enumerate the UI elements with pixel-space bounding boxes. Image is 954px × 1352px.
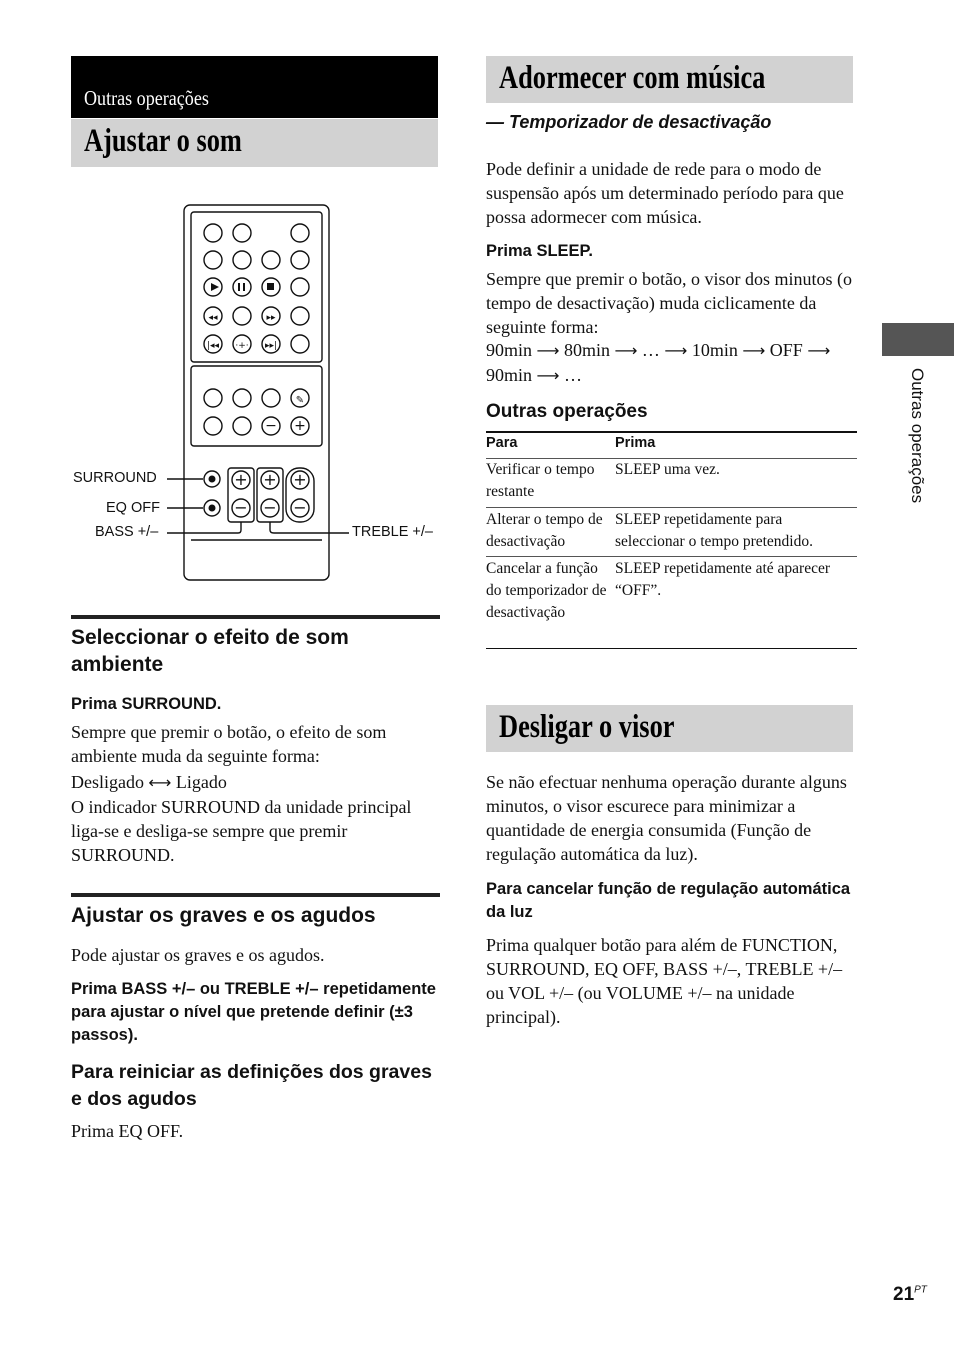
svg-text:▸▸|: ▸▸| — [264, 341, 278, 351]
bass-heading: Ajustar os graves e os agudos — [71, 904, 376, 927]
cycle-step: 80min — [563, 340, 610, 360]
cancel-heading: Para cancelar função de regulação automática da luz — [486, 880, 851, 921]
sleep-cycle — [486, 338, 858, 388]
surround-instruction: Prima SURROUND. — [71, 695, 222, 713]
page-number-value: 21 — [893, 1284, 915, 1305]
section-rule — [71, 893, 440, 897]
svg-text:−: − — [263, 498, 277, 517]
table-cell: Alterar o tempo de desactivação — [486, 511, 603, 550]
arrow-right-icon: ⟶ — [614, 341, 638, 360]
surround-callout: SURROUND — [73, 470, 157, 486]
treble-callout: TREBLE +/– — [352, 524, 433, 540]
page-number-suffix: PT — [914, 1284, 927, 1296]
sleep-text: Sempre que premir o botão, o visor dos minutos (o tempo de desactivação) muda ciclicamente da seguinte forma: — [486, 269, 852, 337]
page-title: Ajustar o som — [84, 123, 242, 159]
table-cell: SLEEP repetidamente para seleccionar o tempo pretendido. — [615, 511, 813, 550]
surround-text-2: O indicador SURROUND da unidade principal liga-se e desliga-se sempre que premir SURROUND. — [71, 797, 412, 865]
table-cell: SLEEP repetidamente até aparecer “OFF”. — [615, 560, 831, 599]
arrow-right-icon: ⟶ — [536, 366, 560, 385]
sleep-title-bar — [486, 56, 853, 103]
table-bottom-rule — [486, 648, 857, 649]
sleep-instruction: Prima SLEEP. — [486, 242, 594, 260]
page-number — [893, 1284, 927, 1306]
svg-text:+: + — [263, 470, 277, 489]
sleep-subtitle: — Temporizador de desactivação — [486, 112, 772, 132]
svg-text:+: + — [293, 470, 307, 489]
svg-text:−: − — [293, 498, 307, 517]
table-header-prima: Prima — [615, 435, 656, 451]
display-title-bar — [486, 705, 853, 752]
arrow-right-icon: ⟶ — [664, 341, 688, 360]
svg-text:+: + — [234, 470, 248, 489]
side-tab-label: Outras operações — [908, 368, 927, 504]
surround-text-1: Sempre que premir o botão, o efeito de som ambiente muda da seguinte forma: — [71, 722, 387, 766]
table-row-rule — [486, 507, 857, 508]
svg-text:◂◂: ◂◂ — [208, 313, 218, 323]
cycle-step: OFF — [769, 340, 803, 360]
cycle-off: Desligado — [71, 772, 144, 792]
arrow-right-icon: ⟶ — [742, 341, 766, 360]
table-top-rule — [486, 431, 857, 433]
svg-text:−: − — [265, 418, 277, 434]
section-label: Outras operações — [84, 86, 209, 110]
double-arrow-icon: ⟷ — [148, 773, 172, 792]
svg-text:▸▸: ▸▸ — [266, 313, 276, 323]
sleep-title: Adormecer com música — [499, 60, 766, 96]
surround-text — [71, 720, 440, 867]
table-header-para: Para — [486, 435, 518, 451]
table-cell: Cancelar a função do temporizador de desactivação — [486, 560, 607, 621]
other-ops-heading: Outras operações — [486, 401, 648, 422]
section-rule — [71, 615, 440, 619]
sleep-intro: Pode definir a unidade de rede para o modo de suspensão após um determinado período para que possa adormecer com música. — [486, 159, 844, 227]
cycle-step: 90min — [486, 340, 533, 360]
display-title: Desligar o visor — [499, 709, 675, 745]
arrow-right-icon: ⟶ — [807, 341, 831, 360]
table-cell: Verificar o tempo restante — [486, 461, 595, 500]
cycle-on: Ligado — [175, 772, 227, 792]
svg-text:✎: ✎ — [295, 395, 305, 406]
surround-heading: Seleccionar o efeito de som ambiente — [71, 626, 349, 676]
table-row-rule — [486, 556, 857, 557]
bass-text: Pode ajustar os graves e os agudos. — [71, 945, 325, 965]
side-tab-marker — [882, 323, 954, 356]
cancel-text: Prima qualquer botão para além de FUNCTION, SURROUND, EQ OFF, BASS +/–, TREBLE +/– ou VOL +/– (ou VOLUME +/– na unidade principal). — [486, 935, 843, 1027]
reset-heading: Para reiniciar as definições dos graves e dos agudos — [71, 1061, 432, 1110]
bass-instruction: Prima BASS +/– ou TREBLE +/– repetidamente para ajustar o nível que pretende definir (±3 passos). — [71, 980, 436, 1044]
svg-text:−: − — [234, 498, 248, 517]
section-header — [71, 56, 438, 118]
svg-text:+: + — [294, 418, 306, 434]
bass-callout: BASS +/– — [95, 524, 159, 540]
display-text: Se não efectuar nenhuma operação durante alguns minutos, o visor escurece para minimizar a quantidade de energia consumida (Função de regulação automática da luz). — [486, 772, 847, 864]
title-bar — [71, 119, 438, 167]
reset-text: Prima EQ OFF. — [71, 1121, 184, 1141]
eq-off-callout: EQ OFF — [106, 500, 160, 516]
surround-cycle — [71, 770, 440, 795]
cycle-step: … — [563, 365, 582, 385]
cycle-step: 90min — [486, 365, 533, 385]
svg-text:|◂◂: |◂◂ — [206, 341, 220, 351]
table-cell: SLEEP uma vez. — [615, 461, 720, 478]
svg-text:·+·: ·+· — [235, 341, 249, 351]
cycle-step: 10min — [691, 340, 738, 360]
arrow-right-icon: ⟶ — [536, 341, 560, 360]
cycle-step: … — [641, 340, 660, 360]
